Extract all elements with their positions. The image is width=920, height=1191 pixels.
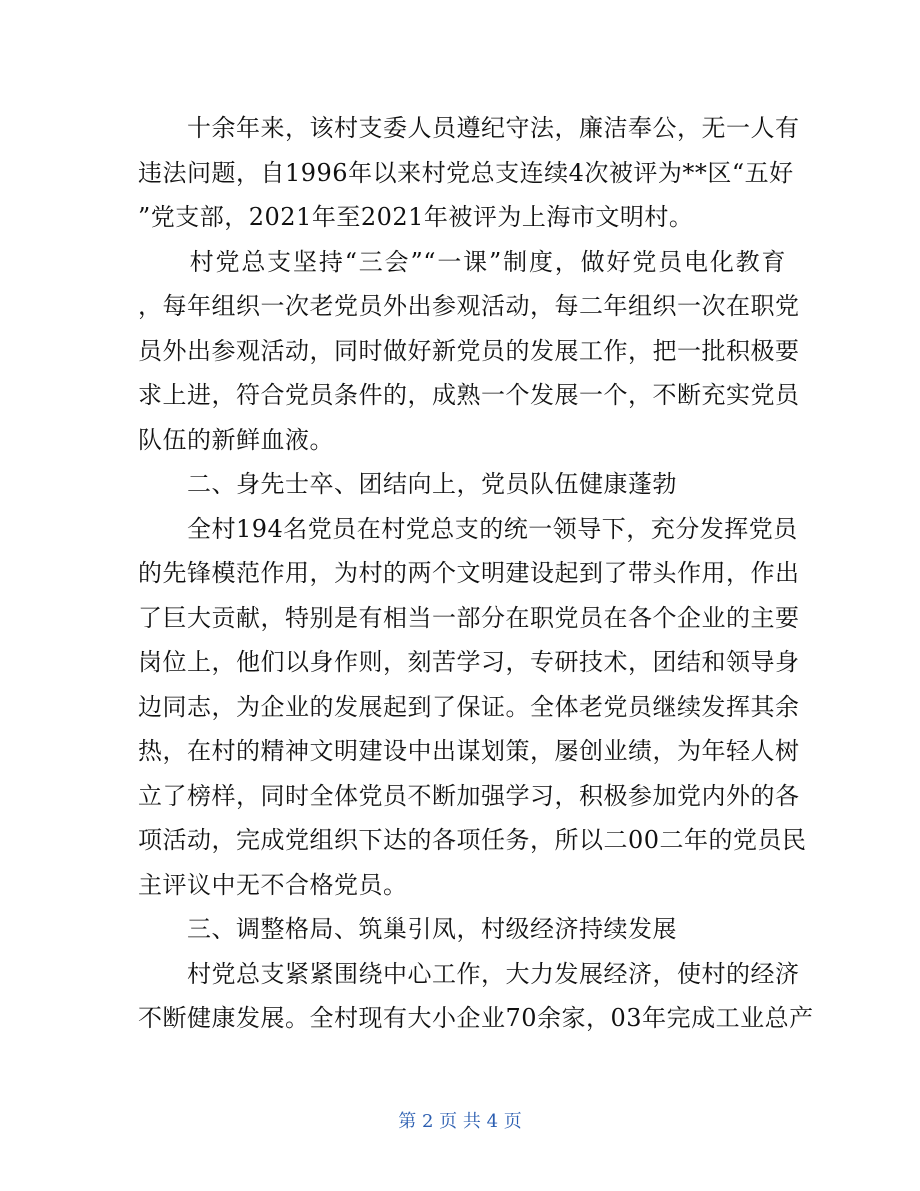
text-line: 违法问题，自1996年以来村党总支连续4次被评为**区“五好 — [138, 158, 794, 187]
text-line: 十余年来，该村支委人员遵纪守法，廉洁奉公，无一人有 — [138, 114, 800, 142]
text-line: 了巨大贡献，特别是有相当一部分在职党员在各个企业的主要 — [138, 603, 800, 632]
text-line: 岗位上，他们以身作则，刻苦学习，专研技术，团结和领导身 — [138, 648, 800, 676]
page-number-footer: 第 2 页 共 4 页 — [398, 1111, 522, 1132]
text-line: 员外出参观活动，同时做好新党员的发展工作，把一批积极要 — [138, 336, 800, 365]
section-heading: 三、调整格局、筑巢引凤，村级经济持续发展 — [138, 915, 677, 943]
text-line: 村党总支坚持“三会”“一课”制度，做好党员电化教育 — [138, 247, 786, 276]
document-body — [138, 106, 814, 1041]
text-line: 全村194名党员在村党总支的统一领导下，充分发挥党员 — [138, 514, 798, 543]
section-heading: 二、身先士卒、团结向上，党员队伍健康蓬勃 — [138, 470, 677, 498]
text-line: 不断健康发展。全村现有大小企业70余家，03年完成工业总产 — [138, 1004, 814, 1032]
text-line: 热，在村的精神文明建设中出谋划策，屡创业绩，为年轻人树 — [138, 737, 800, 765]
text-line: 立了榜样，同时全体党员不断加强学习，积极参加党内外的各 — [138, 781, 800, 810]
text-line: 边同志，为企业的发展起到了保证。全体老党员继续发挥其余 — [138, 692, 800, 721]
text-line: 求上进，符合党员条件的，成熟一个发展一个，不断充实党员 — [138, 381, 800, 409]
text-line: 的先锋模范作用，为村的两个文明建设起到了带头作用，作出 — [138, 559, 800, 587]
text-line: 村党总支紧紧围绕中心工作，大力发展经济，使村的经济 — [138, 959, 800, 988]
text-line: ，每年组织一次老党员外出参观活动，每二年组织一次在职党 — [138, 292, 800, 320]
text-line: 队伍的新鲜血液。 — [138, 425, 334, 454]
text-line: 项活动，完成党组织下达的各项任务，所以二00二年的党员民 — [138, 826, 807, 854]
text-line: ”党支部，2021年至2021年被评为上海市文明村。 — [138, 203, 694, 231]
text-line: 主评议中无不合格党员。 — [138, 870, 408, 899]
